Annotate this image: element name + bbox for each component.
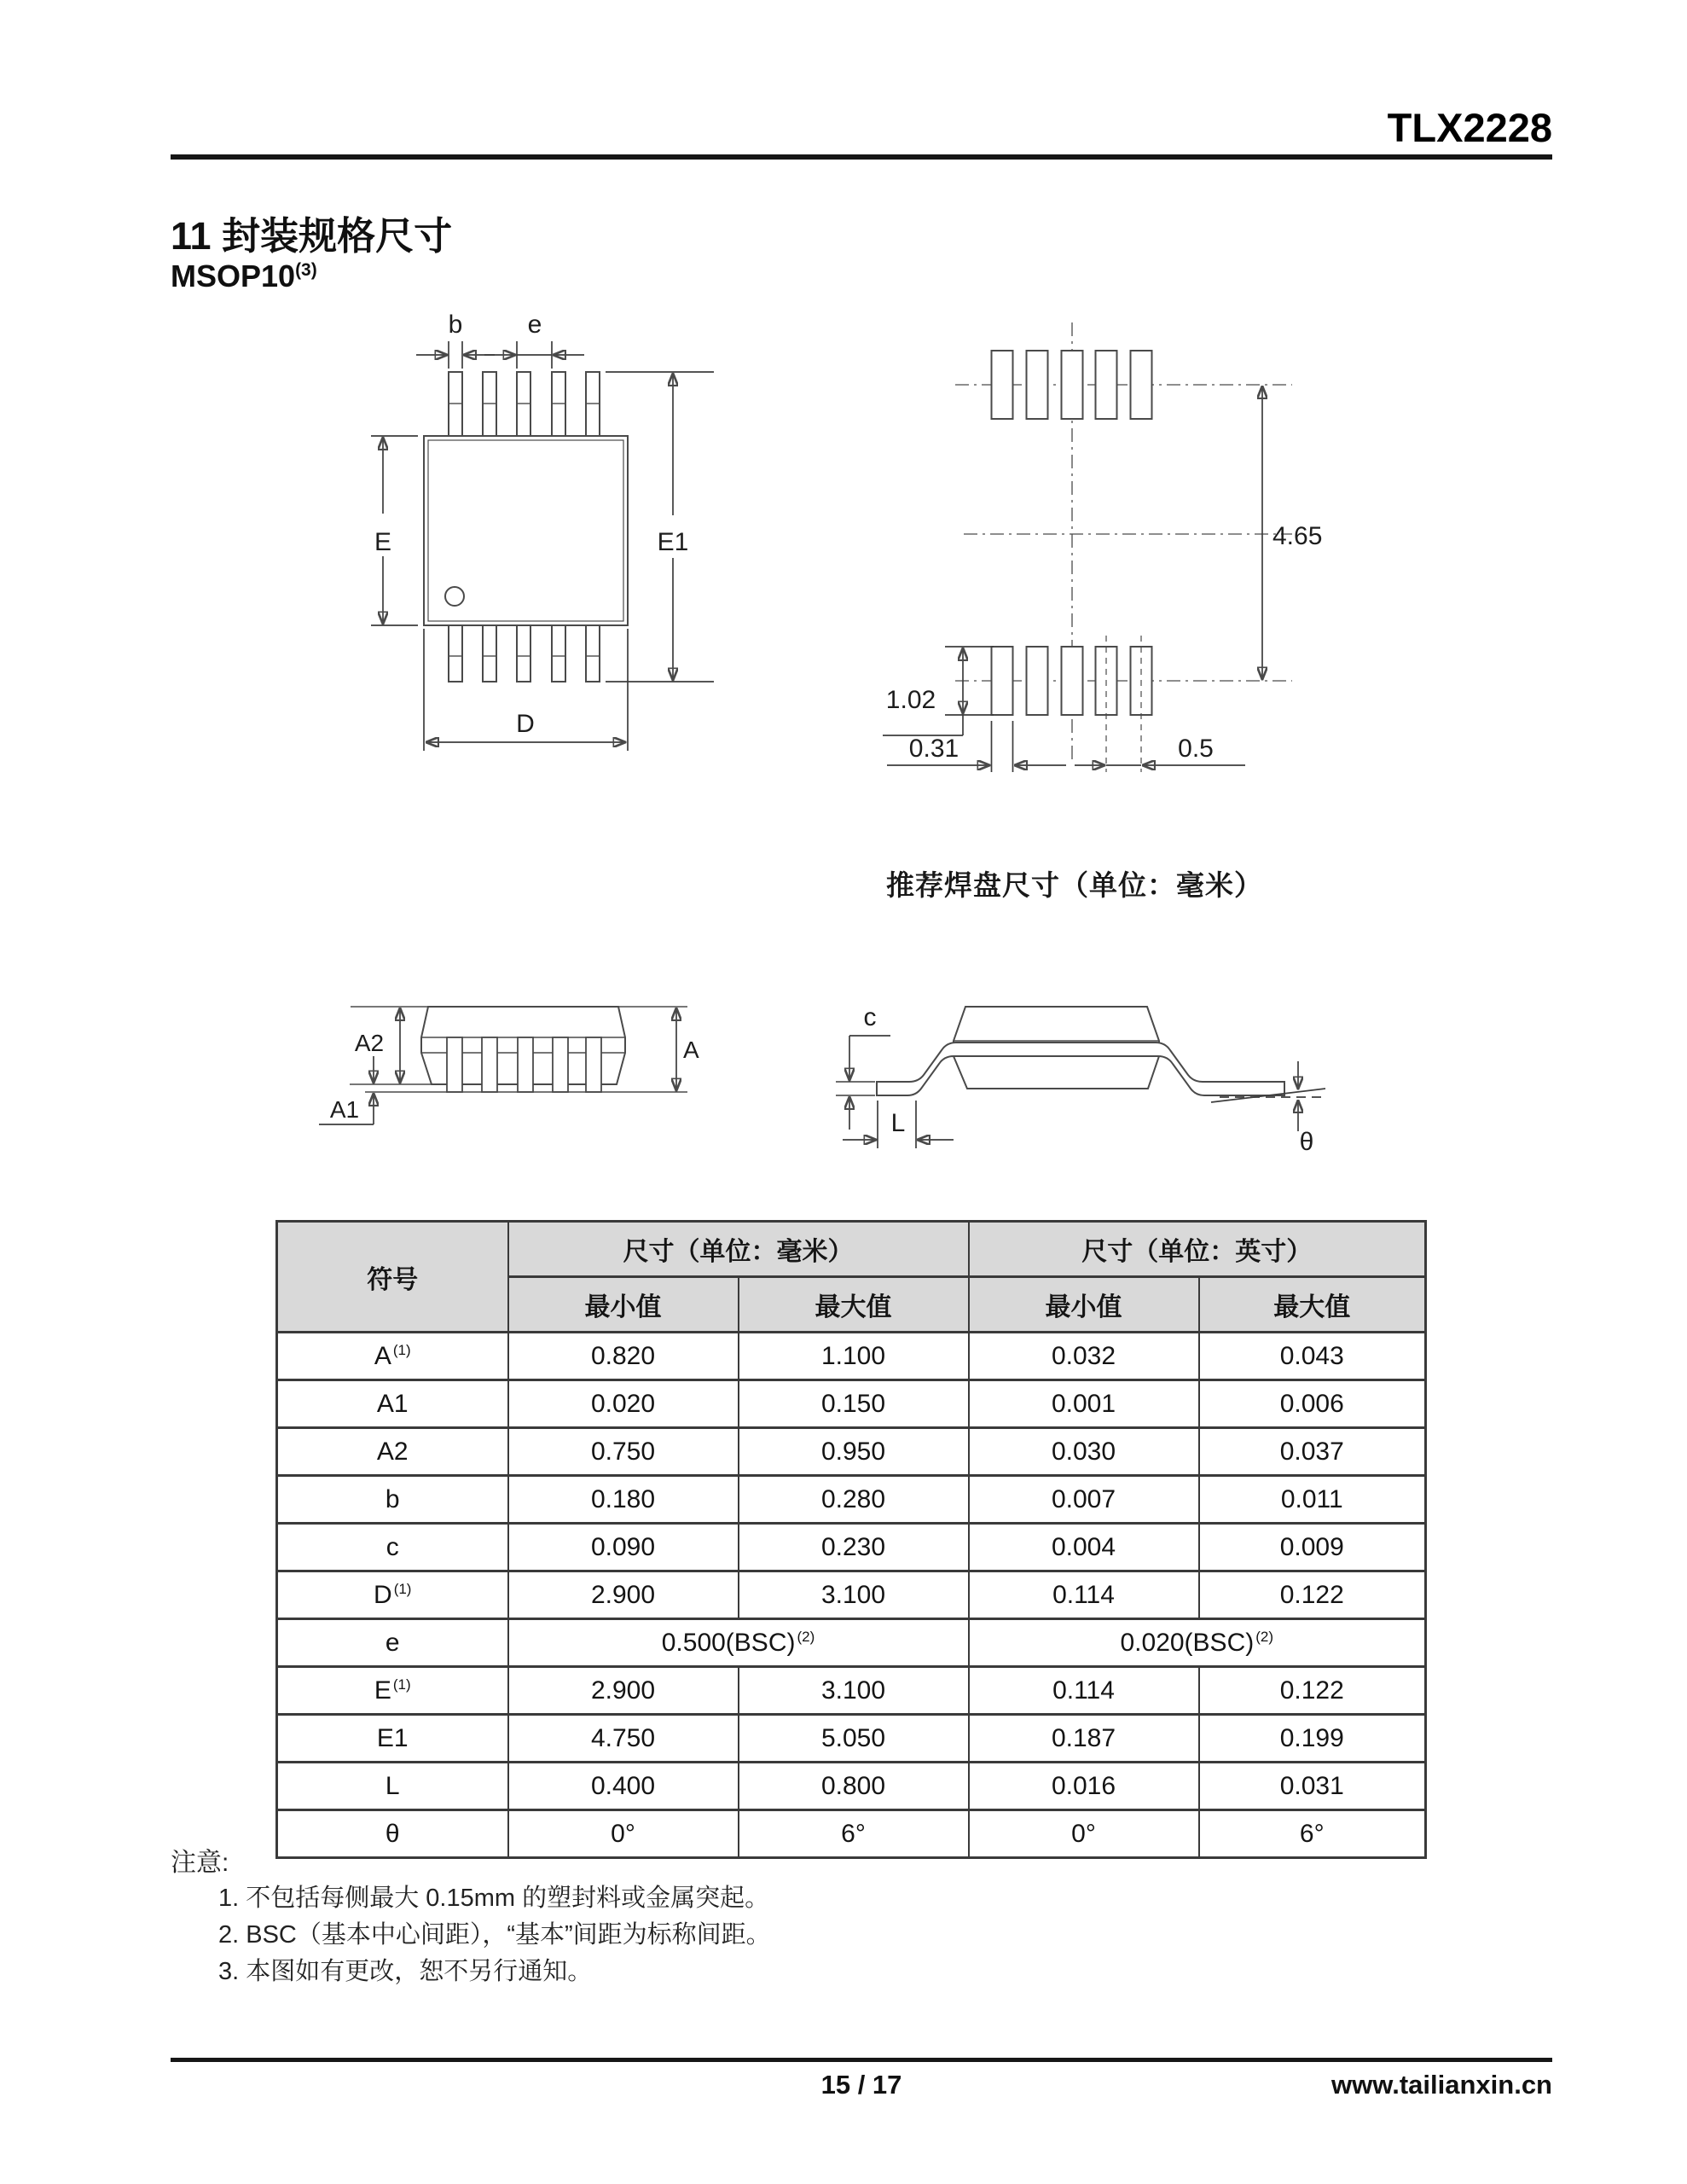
- symbol-cell: θ: [277, 1810, 508, 1858]
- inch-min-cell: 0°: [969, 1810, 1199, 1858]
- table-row: [277, 1571, 1426, 1619]
- table-row: [277, 1715, 1426, 1763]
- dim-label-c: c: [863, 1003, 877, 1031]
- dim-label-A2: A2: [354, 1030, 385, 1056]
- dim-label-E1: E1: [657, 528, 689, 556]
- dim-pad-length: [883, 647, 994, 735]
- dim-label-E: E: [374, 528, 392, 556]
- header-inch-min: 最小值: [969, 1277, 1199, 1333]
- package-name-text: MSOP10: [171, 258, 296, 293]
- note-item-1: 1. 不包括每侧最大 0.15mm 的塑封料或金属突起。: [218, 1885, 770, 1912]
- package-name: [171, 258, 317, 294]
- inch-min-cell: 0.001: [969, 1380, 1199, 1428]
- note-item-3: 3. 本图如有更改，恕不另行通知。: [218, 1958, 593, 1985]
- header-mm-min: 最小值: [508, 1277, 739, 1333]
- dim-label-4-65: 4.65: [1272, 522, 1323, 550]
- pad-layout-caption: 推荐焊盘尺寸（单位：毫米）: [886, 869, 1263, 901]
- dim-theta: [1211, 1061, 1325, 1156]
- package-name-footnote: (3): [295, 260, 317, 280]
- dim-label-1-02: 1.02: [885, 686, 936, 714]
- mm-min-cell: 0.820: [508, 1333, 739, 1380]
- page-title: TLX2228: [1387, 105, 1552, 150]
- mm-min-cell: 0.090: [508, 1524, 739, 1571]
- mm-max-cell: 1.100: [739, 1333, 969, 1380]
- header-mm-max: 最大值: [739, 1277, 969, 1333]
- dim-label-e: e: [527, 311, 542, 339]
- table-row: [277, 1763, 1426, 1810]
- symbol-cell: b: [277, 1476, 508, 1524]
- symbol-cell: E $^{(1)}$: [277, 1667, 508, 1715]
- dim-label-D: D: [516, 710, 535, 738]
- header-group-inch: 尺寸（单位：英寸）: [969, 1222, 1426, 1277]
- symbol-cell: L: [277, 1763, 508, 1810]
- mm-min-cell: 0.020: [508, 1380, 739, 1428]
- symbol-cell: D $^{(1)}$: [277, 1571, 508, 1619]
- header-inch-max: 最大值: [1199, 1277, 1426, 1333]
- mm-min-cell: 4.750: [508, 1715, 739, 1763]
- inch-max-cell: 6°: [1199, 1810, 1426, 1858]
- dim-label-b: b: [448, 311, 463, 339]
- mm-max-cell: 3.100: [739, 1667, 969, 1715]
- dim-label-0-31: 0.31: [908, 735, 959, 763]
- symbol-cell: A1: [277, 1380, 508, 1428]
- dim-label-A: A: [683, 1037, 699, 1063]
- dimension-table-body: [277, 1333, 1426, 1858]
- mm-max-cell: 0.230: [739, 1524, 969, 1571]
- dim-label-0-5: 0.5: [1178, 735, 1214, 763]
- symbol-cell: A $^{(1)}$: [277, 1333, 508, 1380]
- mm-min-cell: 2.900: [508, 1667, 739, 1715]
- inch-min-cell: 0.030: [969, 1428, 1199, 1476]
- header-symbol: 符号: [277, 1222, 508, 1333]
- section-title: 11 封装规格尺寸: [171, 214, 453, 258]
- table-row: [277, 1667, 1426, 1715]
- header-rule: [171, 154, 1552, 160]
- table-row: [277, 1476, 1426, 1524]
- table-row: [277, 1380, 1426, 1428]
- inch-max-cell: 0.037: [1199, 1428, 1426, 1476]
- table-row: [277, 1333, 1426, 1380]
- mm-span-cell: 0.500(BSC) $^{(2)}$: [508, 1619, 969, 1667]
- figure-side-view: [307, 973, 708, 1143]
- mm-min-cell: 0.400: [508, 1763, 739, 1810]
- notes-list: [218, 1880, 771, 1990]
- mm-max-cell: 0.800: [739, 1763, 969, 1810]
- dim-A: [676, 1008, 699, 1090]
- inch-min-cell: 0.187: [969, 1715, 1199, 1763]
- mm-max-cell: 5.050: [739, 1715, 969, 1763]
- dimension-table-header: [277, 1222, 1426, 1333]
- mm-max-cell: 0.950: [739, 1428, 969, 1476]
- inch-min-cell: 0.004: [969, 1524, 1199, 1571]
- header-group-mm: 尺寸（单位：毫米）: [508, 1222, 969, 1277]
- dim-L: [843, 1101, 954, 1148]
- table-header-row-groups: [277, 1222, 1426, 1277]
- dim-pad-width: [887, 721, 1066, 772]
- dim-c: [836, 1003, 890, 1130]
- table-row: [277, 1619, 1426, 1667]
- dim-A2: [355, 1008, 400, 1083]
- symbol-cell: c: [277, 1524, 508, 1571]
- inch-max-cell: 0.043: [1199, 1333, 1426, 1380]
- mm-min-cell: 0.750: [508, 1428, 739, 1476]
- dim-A1: [319, 1056, 374, 1124]
- table-row: [277, 1524, 1426, 1571]
- mm-min-cell: 2.900: [508, 1571, 739, 1619]
- symbol-cell: A2: [277, 1428, 508, 1476]
- inch-min-cell: 0.016: [969, 1763, 1199, 1810]
- figure-top-view: [333, 300, 733, 812]
- inch-max-cell: 0.006: [1199, 1380, 1426, 1428]
- package-body: [424, 436, 628, 625]
- table-row: [277, 1428, 1426, 1476]
- page-indicator: 15 / 17: [820, 2070, 902, 2100]
- dim-pad-pitch: [1075, 735, 1245, 765]
- dim-label-theta: θ: [1299, 1128, 1314, 1156]
- footer-rule: [171, 2058, 1552, 2062]
- dim-body-E: [371, 436, 418, 625]
- inch-max-cell: 0.122: [1199, 1667, 1426, 1715]
- inch-min-cell: 0.114: [969, 1571, 1199, 1619]
- inch-min-cell: 0.114: [969, 1667, 1199, 1715]
- inch-max-cell: 0.009: [1199, 1524, 1426, 1571]
- inch-max-cell: 0.199: [1199, 1715, 1426, 1763]
- dimension-table: [275, 1220, 1427, 1859]
- inch-max-cell: 0.011: [1199, 1476, 1426, 1524]
- website-link: www.tailianxin.cn: [1331, 2070, 1552, 2100]
- inch-max-cell: 0.122: [1199, 1571, 1426, 1619]
- inch-min-cell: 0.032: [969, 1333, 1199, 1380]
- symbol-cell: e: [277, 1619, 508, 1667]
- inch-max-cell: 0.031: [1199, 1763, 1426, 1810]
- notes-title: 注意:: [171, 1849, 229, 1877]
- figure-pad-layout: [870, 307, 1348, 785]
- inch-min-cell: 0.007: [969, 1476, 1199, 1524]
- mm-min-cell: 0.180: [508, 1476, 739, 1524]
- dim-label-L: L: [890, 1109, 906, 1137]
- dim-row-span: [1262, 386, 1322, 679]
- symbol-cell: E1: [277, 1715, 508, 1763]
- dim-label-A1: A1: [329, 1096, 360, 1123]
- mm-min-cell: 0°: [508, 1810, 739, 1858]
- inch-span-cell: 0.020(BSC) $^{(2)}$: [969, 1619, 1426, 1667]
- mm-max-cell: 3.100: [739, 1571, 969, 1619]
- figure-lead-profile: [810, 973, 1339, 1177]
- mm-max-cell: 6°: [739, 1810, 969, 1858]
- note-item-2: 2. BSC（基本中心间距），“基本”间距为标称间距。: [218, 1921, 771, 1949]
- mm-max-cell: 0.150: [739, 1380, 969, 1428]
- dim-pitch-e: [484, 311, 584, 369]
- dim-pin-width-b: [416, 311, 495, 369]
- bottom-pins: [449, 625, 600, 682]
- mm-max-cell: 0.280: [739, 1476, 969, 1524]
- table-row: [277, 1810, 1426, 1858]
- top-pins: [449, 372, 600, 436]
